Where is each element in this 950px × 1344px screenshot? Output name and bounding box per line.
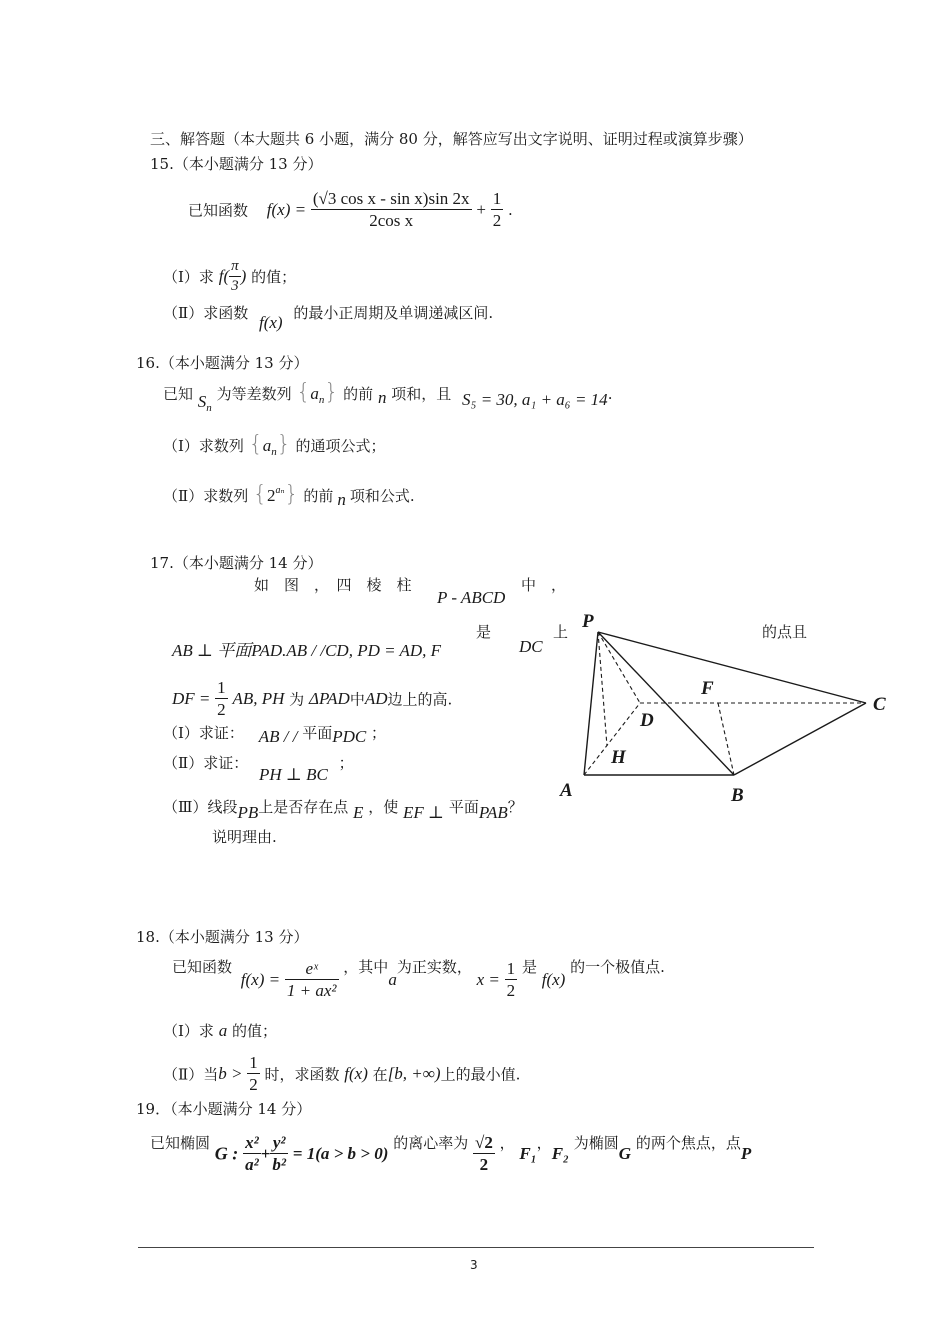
q15-p1-f: f( [218,266,230,286]
q19-f1: F₁ [519,1143,537,1163]
q17-zhong: 中 ， [521,576,567,594]
q18-fx: f(x) = [240,969,281,989]
q17-p3-pb: PB [237,803,259,822]
label-d: D [640,710,654,731]
q18-den: 1 + ax² [286,981,337,1001]
q16-brace-open: { [296,380,311,405]
q17-p3-mid: 上是否存在点 [258,798,349,816]
q18-statement [172,958,665,1002]
page-number: 3 [470,1258,478,1272]
q18-p2-mid: 时，求函数 [264,1065,340,1084]
q17-p1-plane: 平面 [302,724,333,742]
q17-df: DF = [172,688,211,708]
q16-p2-base: 2 [266,486,276,505]
q15-p1-den: 3 [231,277,239,294]
q18-num: eˣ [285,958,339,980]
q19-x2: x² [243,1132,261,1154]
q17-shang: 上 [553,623,569,641]
q17-ad: AD [364,688,388,708]
q17-wei: 为 [289,690,305,709]
q15-intro: 已知函数 [188,201,249,220]
q17-p1-pdc: PDC [332,727,367,746]
q17-p2-math: PH ⊥ BC [258,765,328,784]
q19-e-den: 2 [479,1155,489,1175]
q15-p1-tail: 的值； [251,267,297,286]
q18-shi: 是 [521,957,537,976]
q17-dianqie: 的点且 [762,623,808,641]
q19-b2: b² [272,1155,286,1175]
q17-p1-math: AB / / [258,727,298,746]
q17-p1-label: （Ⅰ）求证： [163,724,244,742]
edge-pa [584,632,598,775]
q15-plus: + [476,199,486,219]
q19-mid2: 为椭圆 [573,1133,619,1152]
q17-line1: 如 图 ， 四 棱 柱 [254,576,412,594]
q16-p2-label: （Ⅱ）求数列 [163,487,249,505]
q19-intro: 已知椭圆 [150,1133,211,1152]
q18-p2-den: 2 [249,1075,258,1095]
q19-y2: y² [270,1132,288,1154]
q17-bian: 边上的高. [387,690,453,709]
q18-fraction [285,958,339,1002]
q17-p3-q: ？ [507,798,523,816]
q17-p2-label: （Ⅱ）求证： [163,754,249,772]
q19-p: P [740,1143,752,1163]
q17-title: 17.（本小题满分 14 分） [150,554,323,572]
q19-e-num: √2 [473,1132,495,1154]
q16-title: 16.（本小题满分 13 分） [136,354,309,372]
q15-p1-close: ) [240,266,247,286]
q16-an-sub: n [318,394,325,406]
q18-p1-label: （Ⅰ）求 [163,1022,214,1040]
label-p: P [582,611,594,632]
q16-p1-an-a: a [262,436,272,455]
q18-a: a [388,969,397,989]
q16-dot: . [607,385,613,403]
q16-sn-s: S [197,392,207,411]
q16-p2-brace-open: { [252,482,267,507]
q17-part3-line2: 说明理由. [212,828,277,846]
q15-half-den: 2 [492,211,502,231]
label-f: F [701,678,714,699]
q18-p1-a: a [218,1021,228,1040]
q16-mid3: 项和，且 [391,385,452,403]
q18-p1-tail: 的值； [232,1022,278,1040]
q16-sn-sub: n [206,402,212,414]
q19-comma: ， [499,1133,515,1152]
q18-intro: 已知函数 [172,957,233,976]
q18-p2-label: （Ⅱ）当 [163,1065,219,1084]
q16-p1-brace-close: } [276,432,291,457]
q15-fx: f(x) = [266,199,307,219]
q17-p3-label: （Ⅲ）线段 [163,798,238,816]
q16-condition: S₅ = 30, a₁ + a₆ = 14 [462,390,608,409]
q17-p3-e: E [353,803,364,822]
q15-tail: . [507,200,513,219]
q17-df-num: 1 [215,677,228,699]
q18-x-frac [505,958,518,1002]
q19-g: G : [214,1143,239,1164]
q17-cond1: AB ⊥ 平面PAD.AB / /CD, PD = AD, F [172,641,442,660]
q16-mid1: 为等差数列 [216,385,292,403]
q16-intro: 已知 [163,385,194,403]
q17-tri: ΔPAD [308,688,350,708]
q18-p2-f: f(x) [344,1063,368,1083]
q16-p2-n: n [337,490,346,509]
q16-p2-mid: 的前 [303,487,334,505]
edge-bc [734,703,866,775]
section-header: 三、解答题（本大题共 6 小题，满分 80 分，解答应写出文字说明、证明过程或演算步骤） [150,130,753,148]
q18-part2 [163,1052,520,1096]
q18-mid2: 为正实数， [396,957,472,976]
q16-brace-close: } [324,380,339,405]
edge-pc [598,632,866,703]
q18-p2-zai: 在 [372,1065,388,1084]
q17-cond2: AB, PH [232,688,285,708]
q16-p1-an-sub: n [271,446,277,458]
q16-p1-tail: 的通项公式； [295,437,386,455]
q18-p2-b: b > [218,1063,243,1083]
q15-frac-den: 2cos x [369,211,414,231]
q19-y-frac [270,1132,288,1176]
label-a: A [560,780,573,801]
footer-rule [138,1247,814,1248]
q18-tail: 的一个极值点. [570,957,665,976]
q17-p3-pab: PAB [478,803,508,822]
q15-p1-num: π [229,257,241,277]
q19-f2: F₂ [551,1143,569,1163]
q19-tail: 的两个焦点，点 [635,1133,741,1152]
q18-x-den: 2 [506,981,516,1001]
q17-p3-plane: 平面 [448,798,479,816]
q15-p2-label: （Ⅱ）求函数 [163,304,249,322]
segment-ph [598,632,607,746]
q15-half-num: 1 [491,188,504,210]
label-b: B [731,785,744,806]
q18-p2-tail: 上的最小值. [440,1065,521,1084]
q15-p2-tail: 的最小正周期及单调递减区间. [293,304,494,322]
q18-x-num: 1 [505,958,518,980]
label-h: H [611,747,626,768]
q17-dc: DC [519,637,543,656]
q19-a2: a² [245,1155,259,1175]
q15-frac-num: (√3 cos x - sin x)sin 2x [311,188,472,210]
q17-shi: 是 [476,623,492,641]
q19-mid1: 的离心率为 [393,1133,469,1152]
q16-p2-tail: 项和公式. [349,487,415,505]
q15-title: 15.（本小题满分 13 分） [150,155,323,173]
q16-n: n [377,388,387,407]
q17-p1-end: ； [371,724,387,742]
q15-p1-label: （Ⅰ）求 [163,267,214,286]
q16-p2-brace-close: } [284,482,299,507]
q16-an-a: a [310,384,319,403]
q19-plus: + [260,1143,271,1163]
q19-statement [150,1132,751,1176]
q18-fx2: f(x) [541,969,566,989]
q18-x-eq: x = [476,969,500,989]
q18-p2-frac [247,1052,260,1096]
q19-eq: = 1(a > b > 0) [292,1143,389,1163]
q17-df-den: 2 [217,700,226,720]
q19-g2: G [618,1143,632,1163]
q17-zhong2: 中 [349,690,365,709]
q17-p2-end: ； [338,754,354,772]
q16-p1-brace-open: { [248,432,263,457]
q19-title: 19．（本小题满分 14 分） [136,1100,312,1118]
q19-x-frac [243,1132,261,1176]
q18-p2-int: [b, +∞) [387,1063,441,1083]
segment-fb [718,703,734,775]
edge-pd [598,632,640,703]
q17-p3-mid2: ，使 [368,798,399,816]
q18-p2-num: 1 [247,1052,260,1074]
q18-mid1: ，其中 [343,957,389,976]
q17-p3-ef: EF ⊥ [403,803,445,822]
label-c: C [873,694,886,715]
q18-part1 [163,1020,277,1041]
q18-title: 18.（本小题满分 13 分） [136,928,309,946]
q19-sep: ， [536,1133,552,1152]
q17-pabcd: P - ABCD [437,588,506,607]
q15-p2-f: f(x) [258,313,283,332]
q16-mid2: 的前 [343,385,374,403]
q16-p2-exp: aₙ [275,485,285,496]
q19-e-frac [473,1132,495,1176]
q16-p1-label: （Ⅰ）求数列 [163,437,244,455]
